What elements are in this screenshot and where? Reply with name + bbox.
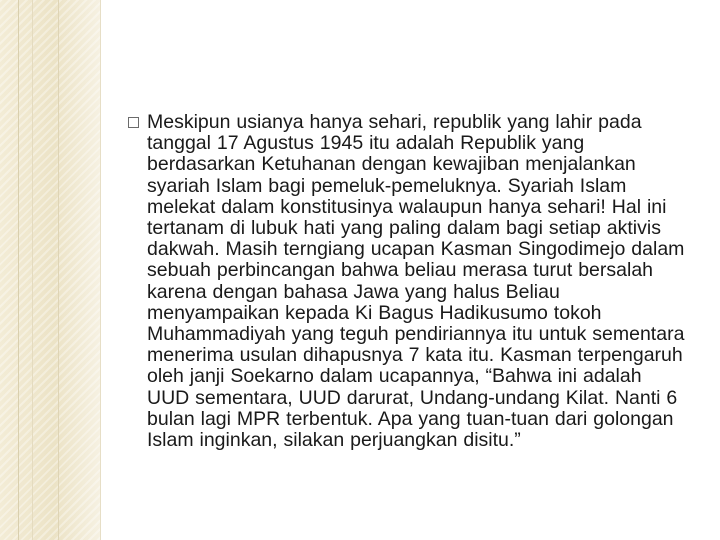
bullet-item	[128, 112, 688, 451]
band-divider	[100, 0, 101, 540]
slide-body	[128, 112, 688, 451]
decorative-side-band	[0, 0, 100, 540]
band-stripe	[32, 0, 33, 540]
band-stripe	[58, 0, 59, 540]
band-stripe	[18, 0, 19, 540]
bullet-text: Meskipun usianya hanya sehari, republik yang lahir pada tanggal 17 Agustus 1945 itu adalah Republik yang berdasarkan Ketuhanan dengan kewajiban menjalankan syariah Islam bagi pemeluk-pemeluknya. Syariah Islam melekat dalam konstitusinya walaupun hanya sehari! Hal ini tertanam di lubuk hati yang paling dalam bagi setiap aktivis dakwah. Masih terngiang ucapan Kasman Singodimejo dalam sebuah perbincangan bahwa beliau merasa turut bersalah karena dengan bahasa Jawa yang halus Beliau menyampaikan kepada Ki Bagus Hadikusumo tokoh Muhammadiyah yang teguh pendiriannya itu untuk sementara menerima usulan dihapusnya 7 kata itu. Kasman terpengaruh oleh janji Soekarno dalam ucapannya, “Bahwa ini adalah UUD sementara, UUD darurat, Undang-undang Kilat. Nanti 6 bulan lagi MPR terbentuk. Apa yang tuan-tuan dari golongan Islam inginkan, silakan perjuangkan disitu.”	[147, 111, 685, 452]
square-bullet-icon	[128, 117, 139, 128]
